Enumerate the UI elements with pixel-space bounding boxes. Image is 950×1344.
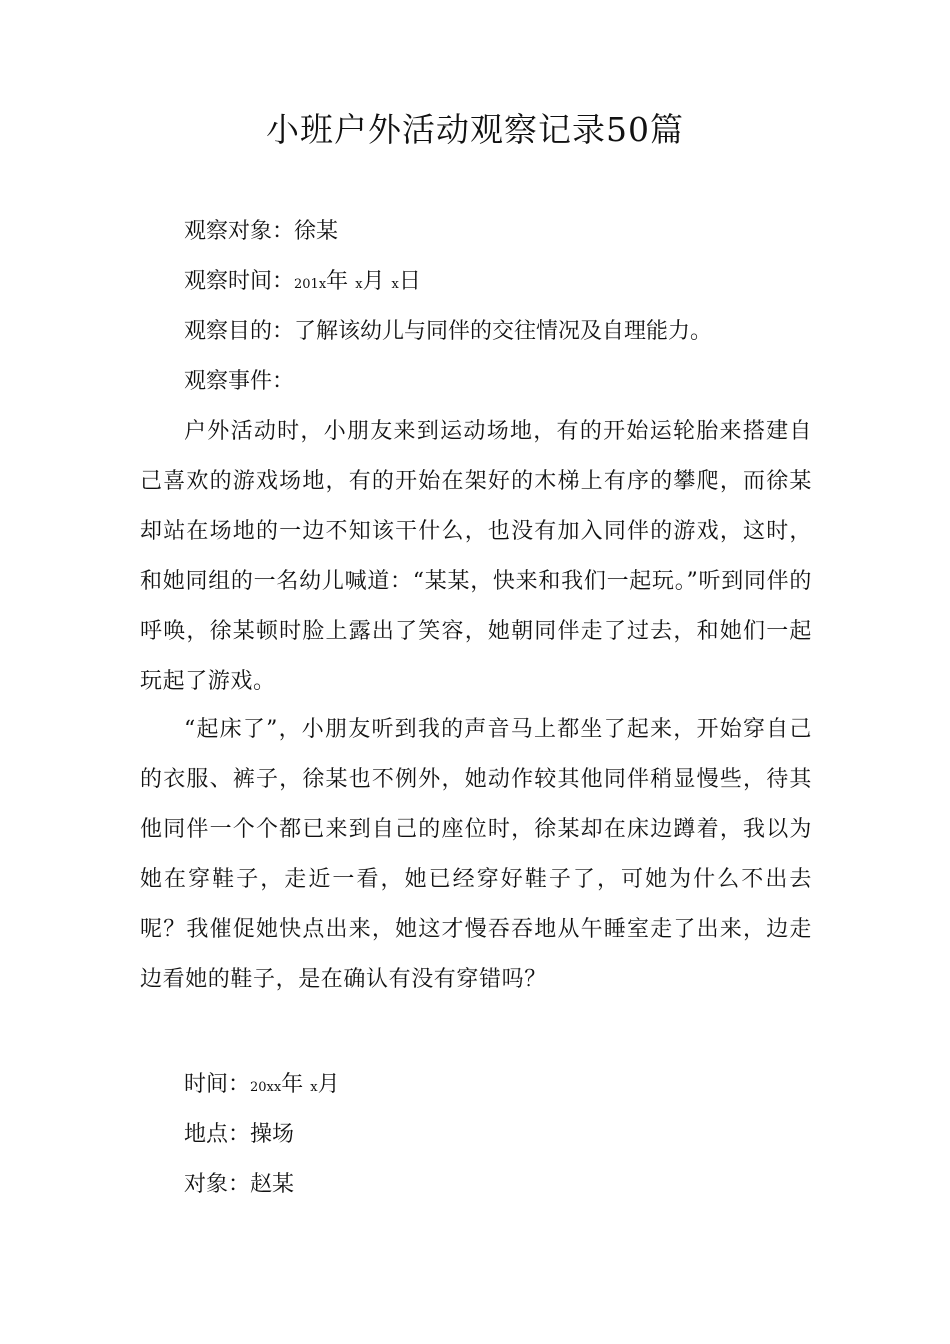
observation-event-line <box>184 367 294 397</box>
observation-purpose-line <box>184 317 712 347</box>
record2-time-year-unit: 年 <box>281 1072 304 1097</box>
record2-subject-value: 赵某 <box>250 1172 295 1197</box>
observation-time-year: 201x <box>294 277 327 292</box>
record2-place-label: 地点： <box>184 1122 251 1147</box>
observation-time-month-unit: 月 <box>362 269 385 294</box>
observation-event-label: 观察事件： <box>184 369 295 394</box>
observation-time-day-unit: 日 <box>398 269 421 294</box>
observation-time-label: 观察时间： <box>184 269 295 294</box>
record2-time-month-unit: 月 <box>317 1072 340 1097</box>
record2-place-line <box>184 1120 294 1150</box>
record2-subject-label: 对象： <box>184 1172 251 1197</box>
observation-time-year-unit: 年 <box>326 269 349 294</box>
observation-subject-line <box>184 217 338 247</box>
observation-subject-label: 观察对象： <box>184 219 295 244</box>
observation-purpose-value: 了解该幼儿与同伴的交往情况及自理能力。 <box>294 319 713 344</box>
observation-time-month: x <box>355 277 363 292</box>
record2-time-month: x <box>310 1080 318 1095</box>
record2-place-value: 操场 <box>250 1122 295 1147</box>
record2-time-label: 时间： <box>184 1072 251 1097</box>
observation-subject-value: 徐某 <box>294 219 339 244</box>
document-title: 小班户外活动观察记录50篇 <box>266 110 684 149</box>
observation-paragraph-outdoor: 户外活动时，小朋友来到运动场地，有的开始运轮胎来搭建自己喜欢的游戏场地，有的开始在架好的木梯上有序的攀爬，而徐某却站在场地的一边不知该干什么，也没有加入同伴的游戏，这时，和她同组的一名幼儿喊道：“某某，快来和我们一起玩。”听到同伴的呼唤，徐某顿时脸上露出了笑容，她朝同伴走了过去，和她们一起玩起了游戏。 <box>140 419 812 694</box>
observation-paragraph-nap: “起床了”，小朋友听到我的声音马上都坐了起来，开始穿自己的衣服、裤子，徐某也不例外，她动作较其他同伴稍显慢些，待其他同伴一个个都已来到自己的座位时，徐某却在床边蹲着，我以为她在穿鞋子，走近一看，她已经穿好鞋子了，可她为什么不出去呢？我催促她快点出来，她这才慢吞吞地从午睡室走了出来，边走边看她的鞋子，是在确认有没有穿错吗？ <box>140 717 812 992</box>
record2-subject-line <box>184 1170 294 1200</box>
record2-time-year: 20xx <box>250 1080 282 1095</box>
observation-purpose-label: 观察目的： <box>184 319 295 344</box>
observation-time-line <box>184 267 421 300</box>
record2-time-line <box>184 1070 340 1103</box>
observation-time-day: x <box>391 277 399 292</box>
